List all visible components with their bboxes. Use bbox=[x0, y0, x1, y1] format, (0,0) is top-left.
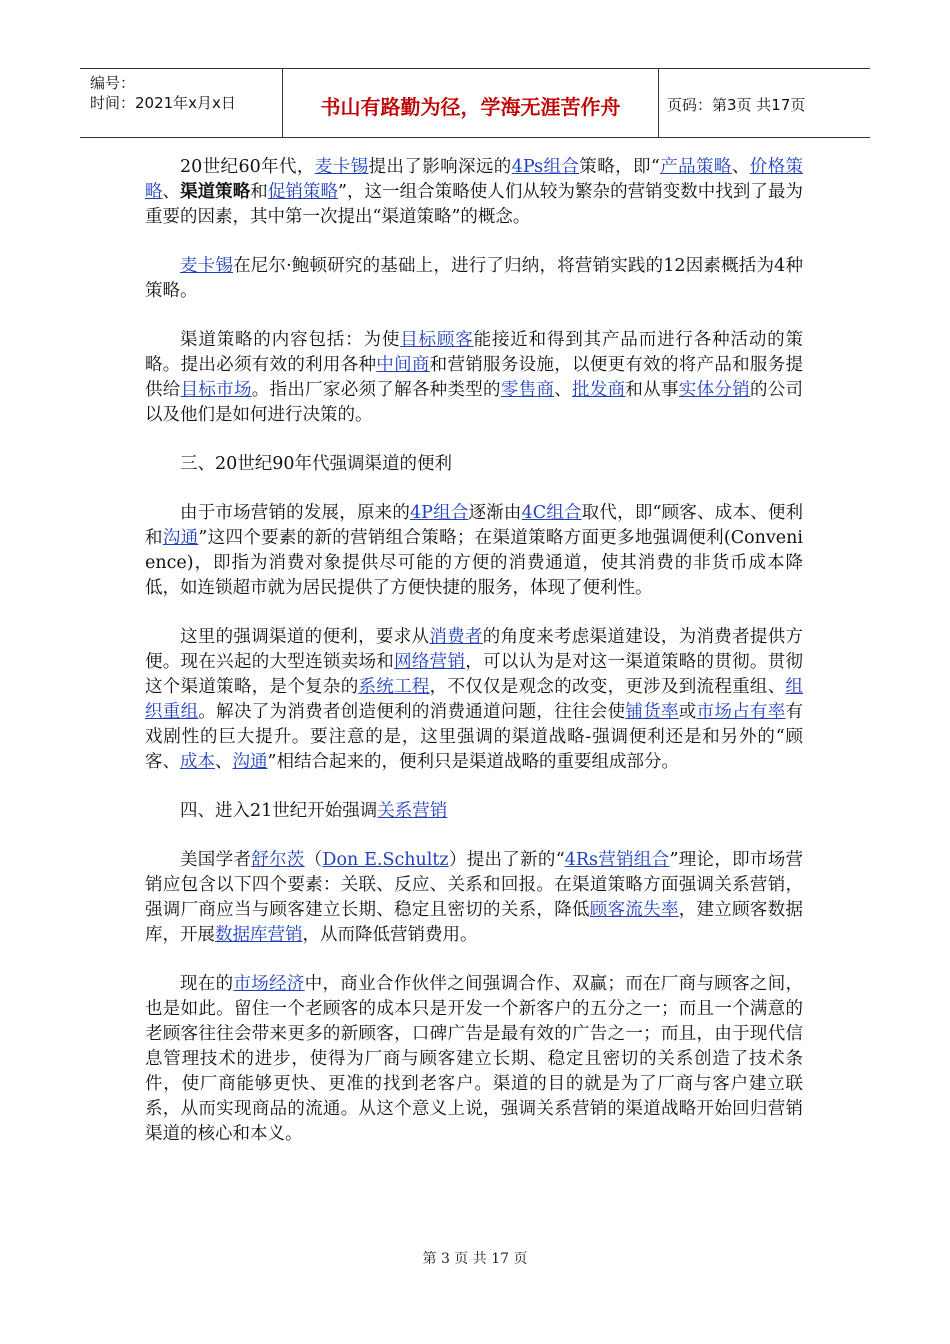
text-run: 三、20世纪90年代强调渠道的便利 bbox=[180, 454, 453, 474]
text-run: 和 bbox=[250, 182, 268, 202]
hyperlink[interactable]: 沟通 bbox=[162, 528, 199, 548]
paragraph bbox=[145, 799, 803, 824]
hyperlink[interactable]: 消费者 bbox=[429, 627, 483, 647]
text-run: ”这四个要素的新的营销组合策略；在渠道策略方面更多地强调便利(Convenience)，即指为消费对象提供尽可能的方便的消费通道，使其消费的非货币成本降低，如连锁超市就为居民提供了方便快捷的服务，体现了便利性。 bbox=[145, 528, 804, 598]
text-run: 美国学者 bbox=[180, 850, 252, 870]
paragraph bbox=[145, 254, 803, 304]
header-number-label: 编号： bbox=[90, 74, 136, 92]
paragraph bbox=[145, 328, 803, 428]
text-run: ”理论，即市场营销应包含以下四个要素：关联、反应、关系和回报。在渠道策略方面强调关系营销，强调厂商应当与顾客建立长期、稳定且密切的关系，降低 bbox=[145, 850, 804, 920]
paragraph bbox=[145, 501, 803, 601]
text-run: 逐渐由 bbox=[468, 503, 522, 523]
bold-text: 渠道策略 bbox=[180, 182, 251, 202]
text-run: 由于市场营销的发展，原来的 bbox=[180, 503, 411, 523]
text-run: 和从事 bbox=[625, 380, 679, 400]
text-run: 。指出厂家必须了解各种类型的 bbox=[251, 380, 501, 400]
hyperlink[interactable]: 4P组合 bbox=[410, 503, 469, 523]
hyperlink[interactable]: 市场经济 bbox=[233, 974, 305, 994]
page-header bbox=[80, 68, 870, 138]
text-run: 现在的 bbox=[180, 974, 234, 994]
hyperlink[interactable]: 系统工程 bbox=[358, 677, 430, 697]
hyperlink[interactable]: 价格策略 bbox=[145, 157, 804, 202]
text-run: 这里的强调渠道的便利，要求从 bbox=[180, 627, 430, 647]
hyperlink[interactable]: 成本 bbox=[180, 752, 215, 772]
hyperlink[interactable]: 4Rs营销组合 bbox=[564, 850, 670, 870]
text-run: 20世纪60年代， bbox=[180, 157, 315, 177]
hyperlink[interactable]: 组织重组 bbox=[145, 677, 804, 722]
text-run: 、 bbox=[554, 380, 573, 400]
hyperlink[interactable]: 舒尔茨 bbox=[251, 850, 305, 870]
hyperlink[interactable]: 目标市场 bbox=[180, 380, 252, 400]
text-run: 、 bbox=[215, 752, 233, 772]
text-run: 中，商业合作伙伴之间强调合作、双赢；而在厂商与顾客之间，也是如此。留住一个老顾客的成本只是开发一个新客户的五分之一；而且一个满意的老顾客往往会带来更多的新顾客，口碑广告是最有效的广告之一；而且，由于现代信息管理技术的进步，使得为厂商与顾客建立长期、稳定且密切的关系创造了技术条件，使厂商能够更快、更准的找到老客户。渠道的目的就是为了厂商与客户建立联系，从而实现商品的流通。从这个意义上说，强调关系营销的渠道战略开始回归营销渠道的核心和本义。 bbox=[145, 974, 804, 1144]
hyperlink[interactable]: 实体分销 bbox=[678, 380, 750, 400]
paragraph bbox=[145, 155, 803, 230]
hyperlink[interactable]: 批发商 bbox=[572, 380, 626, 400]
text-run: （ bbox=[304, 850, 323, 870]
page-footer: 第 3 页 共 17 页 bbox=[422, 1251, 528, 1267]
text-run: ，从而降低营销费用。 bbox=[302, 925, 478, 945]
text-run: 提出了影响深远的 bbox=[368, 157, 512, 177]
text-run: 四、进入21世纪开始强调 bbox=[180, 801, 378, 821]
hyperlink[interactable]: 产品策略 bbox=[659, 157, 732, 177]
text-run: ，可以认为是对这一渠道策略的贯彻。贯彻这个渠道策略，是个复杂的 bbox=[145, 652, 804, 697]
header-meta-cell bbox=[80, 69, 283, 137]
text-run: 的公司以及他们是如何进行决策的。 bbox=[145, 380, 804, 425]
text-run: 策略，即“ bbox=[579, 157, 660, 177]
hyperlink[interactable]: 市场占有率 bbox=[696, 702, 786, 722]
header-page-label: 页码：第3页 共17页 bbox=[667, 96, 806, 114]
text-run: 和营销服务设施，以便更有效的将产品和服务提供给 bbox=[145, 355, 804, 400]
hyperlink[interactable]: Don E.Schultz bbox=[322, 850, 449, 870]
text-run: 取代，即“顾客、成本、便利和 bbox=[145, 503, 804, 548]
text-run: 渠道策略的内容包括：为使 bbox=[180, 330, 401, 350]
text-run: 的角度来考虑渠道建设，为消费者提供方便。现在兴起的大型连锁卖场和 bbox=[145, 627, 804, 672]
text-run: 能接近和得到其产品而进行各种活动的策略。提出必须有效的利用各种 bbox=[145, 330, 804, 375]
text-run: ，建立顾客数据库，开展 bbox=[145, 900, 804, 945]
hyperlink[interactable]: 4C组合 bbox=[521, 503, 582, 523]
hyperlink[interactable]: 关系营销 bbox=[377, 801, 448, 821]
hyperlink[interactable]: 麦卡锡 bbox=[314, 157, 369, 177]
hyperlink[interactable]: 促销策略 bbox=[267, 182, 338, 202]
hyperlink[interactable]: 铺货率 bbox=[625, 702, 679, 722]
header-motto-cell bbox=[283, 69, 659, 137]
text-run: 有戏剧性的巨大提升。要注意的是，这里强调的渠道战略-强调便利还是和另外的“顾客、 bbox=[145, 702, 804, 772]
paragraph bbox=[145, 848, 803, 948]
text-run: ，不仅仅是观念的改变，更涉及到流程重组、 bbox=[429, 677, 786, 697]
hyperlink[interactable]: 沟通 bbox=[232, 752, 268, 772]
document-body bbox=[145, 155, 803, 1171]
paragraph bbox=[145, 972, 803, 1147]
hyperlink[interactable]: 目标顾客 bbox=[400, 330, 474, 350]
hyperlink[interactable]: 顾客流失率 bbox=[589, 900, 679, 920]
text-run: 、 bbox=[731, 157, 750, 177]
header-time-label: 时间：2021年x月x日 bbox=[90, 94, 236, 112]
text-run: ”，这一组合策略使人们从较为繁杂的营销变数中找到了最为重要的因素，其中第一次提出“渠道策略”的概念。 bbox=[145, 182, 804, 227]
paragraph bbox=[145, 625, 803, 775]
text-run: 、 bbox=[162, 182, 181, 202]
hyperlink[interactable]: 零售商 bbox=[500, 380, 555, 400]
hyperlink[interactable]: 4Ps组合 bbox=[511, 157, 580, 177]
header-page-cell bbox=[659, 69, 870, 137]
paragraph bbox=[145, 452, 803, 477]
text-run: ”相结合起来的，便利只是渠道战略的重要组成部分。 bbox=[267, 752, 679, 772]
text-run: 。解决了为消费者创造便利的消费通道问题，往往会使 bbox=[198, 702, 626, 722]
hyperlink[interactable]: 中间商 bbox=[376, 355, 430, 375]
header-motto: 书山有路勤为径，学海无涯苦作舟 bbox=[320, 95, 621, 119]
text-run: 或 bbox=[678, 702, 697, 722]
hyperlink[interactable]: 麦卡锡 bbox=[180, 256, 234, 276]
text-run: 在尼尔·鲍顿研究的基础上，进行了归纳，将营销实践的12因素概括为4种策略。 bbox=[145, 256, 803, 301]
hyperlink[interactable]: 网络营销 bbox=[394, 652, 466, 672]
text-run: ）提出了新的“ bbox=[448, 850, 565, 870]
hyperlink[interactable]: 数据库营销 bbox=[215, 925, 303, 945]
